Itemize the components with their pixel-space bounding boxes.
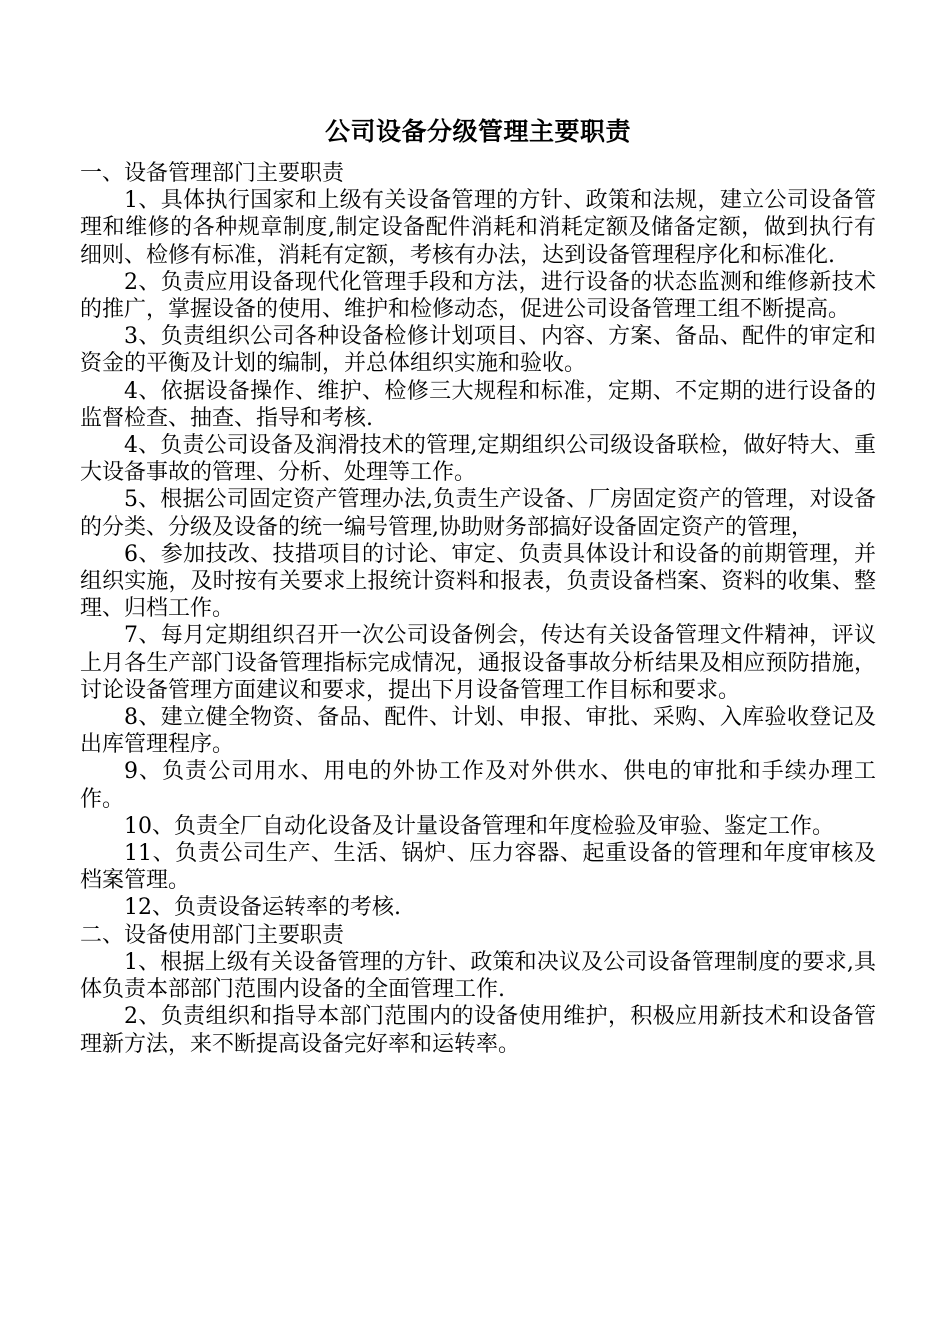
paragraph-1: 1、具体执行国家和上级有关设备管理的方针、政策和法规，建立公司设备管理和维修的各种规章制度,制定设备配件消耗和消耗定额及储备定额，做到执行有细则、检修有标准，消耗有定额，考核有办法，达到设备管理程序化和标准化. — [80, 188, 876, 268]
section-heading-using-dept: 二、设备使用部门主要职责 — [80, 922, 345, 948]
paragraph-4: 4、依据设备操作、维护、检修三大规程和标准，定期、不定期的进行设备的监督检查、抽查、指导和考核. — [80, 378, 876, 431]
paragraph-s2-1: 1、根据上级有关设备管理的方针、政策和决议及公司设备管理制度的要求,具体负责本部部门范围内设备的全面管理工作. — [80, 949, 876, 1003]
paragraph-2: 2、负责应用设备现代化管理手段和方法，进行设备的状态监测和维修新技术的推广，掌握设备的使用、维护和检修动态，促进公司设备管理工组不断提高。 — [80, 269, 876, 323]
paragraph-7: 7、每月定期组织召开一次公司设备例会，传达有关设备管理文件精神，评议上月各生产部门设备管理指标完成情况，通报设备事故分析结果及相应预防措施，讨论设备管理方面建议和要求，提出下月设备管理工作目标和要求。 — [80, 623, 876, 703]
paragraph-3: 3、负责组织公司各种设备检修计划项目、内容、方案、备品、配件的审定和资金的平衡及计划的编制，并总体组织实施和验收。 — [80, 324, 876, 377]
paragraph-11: 11、负责公司生产、生活、锅炉、压力容器、起重设备的管理和年度审核及档案管理。 — [80, 841, 876, 894]
section-heading-management-dept: 一、设备管理部门主要职责 — [80, 161, 345, 186]
paragraph-10: 10、负责全厂自动化设备及计量设备管理和年度检验及审验、鉴定工作。 — [124, 813, 834, 839]
paragraph-5: 5、根据公司固定资产管理办法,负责生产设备、厂房固定资产的管理，对设备的分类、分级及设备的统一编号管理,协助财务部搞好设备固定资产的管理， — [80, 487, 876, 540]
paragraph-4b: 4、负责公司设备及润滑技术的管理,定期组织公司级设备联检，做好特大、重大设备事故的管理、分析、处理等工作。 — [80, 433, 876, 486]
paragraph-9: 9、负责公司用水、用电的外协工作及对外供水、供电的审批和手续办理工作。 — [80, 759, 876, 812]
paragraph-8: 8、建立健全物资、备品、配件、计划、申报、审批、采购、入库验收登记及出库管理程序。 — [80, 705, 876, 758]
document-title: 公司设备分级管理主要职责 — [324, 117, 631, 146]
paragraph-12: 12、负责设备运转率的考核. — [124, 895, 401, 921]
document-page — [80, 112, 876, 1058]
paragraph-6: 6、参加技改、技措项目的讨论、审定、负责具体设计和设备的前期管理，并组织实施，及时按有关要求上报统计资料和报表，负责设备档案、资料的收集、整理、归档工作。 — [80, 541, 876, 622]
paragraph-s2-2: 2、负责组织和指导本部门范围内的设备使用维护，积极应用新技术和设备管理新方法，来不断提高设备完好率和运转率。 — [80, 1004, 876, 1057]
